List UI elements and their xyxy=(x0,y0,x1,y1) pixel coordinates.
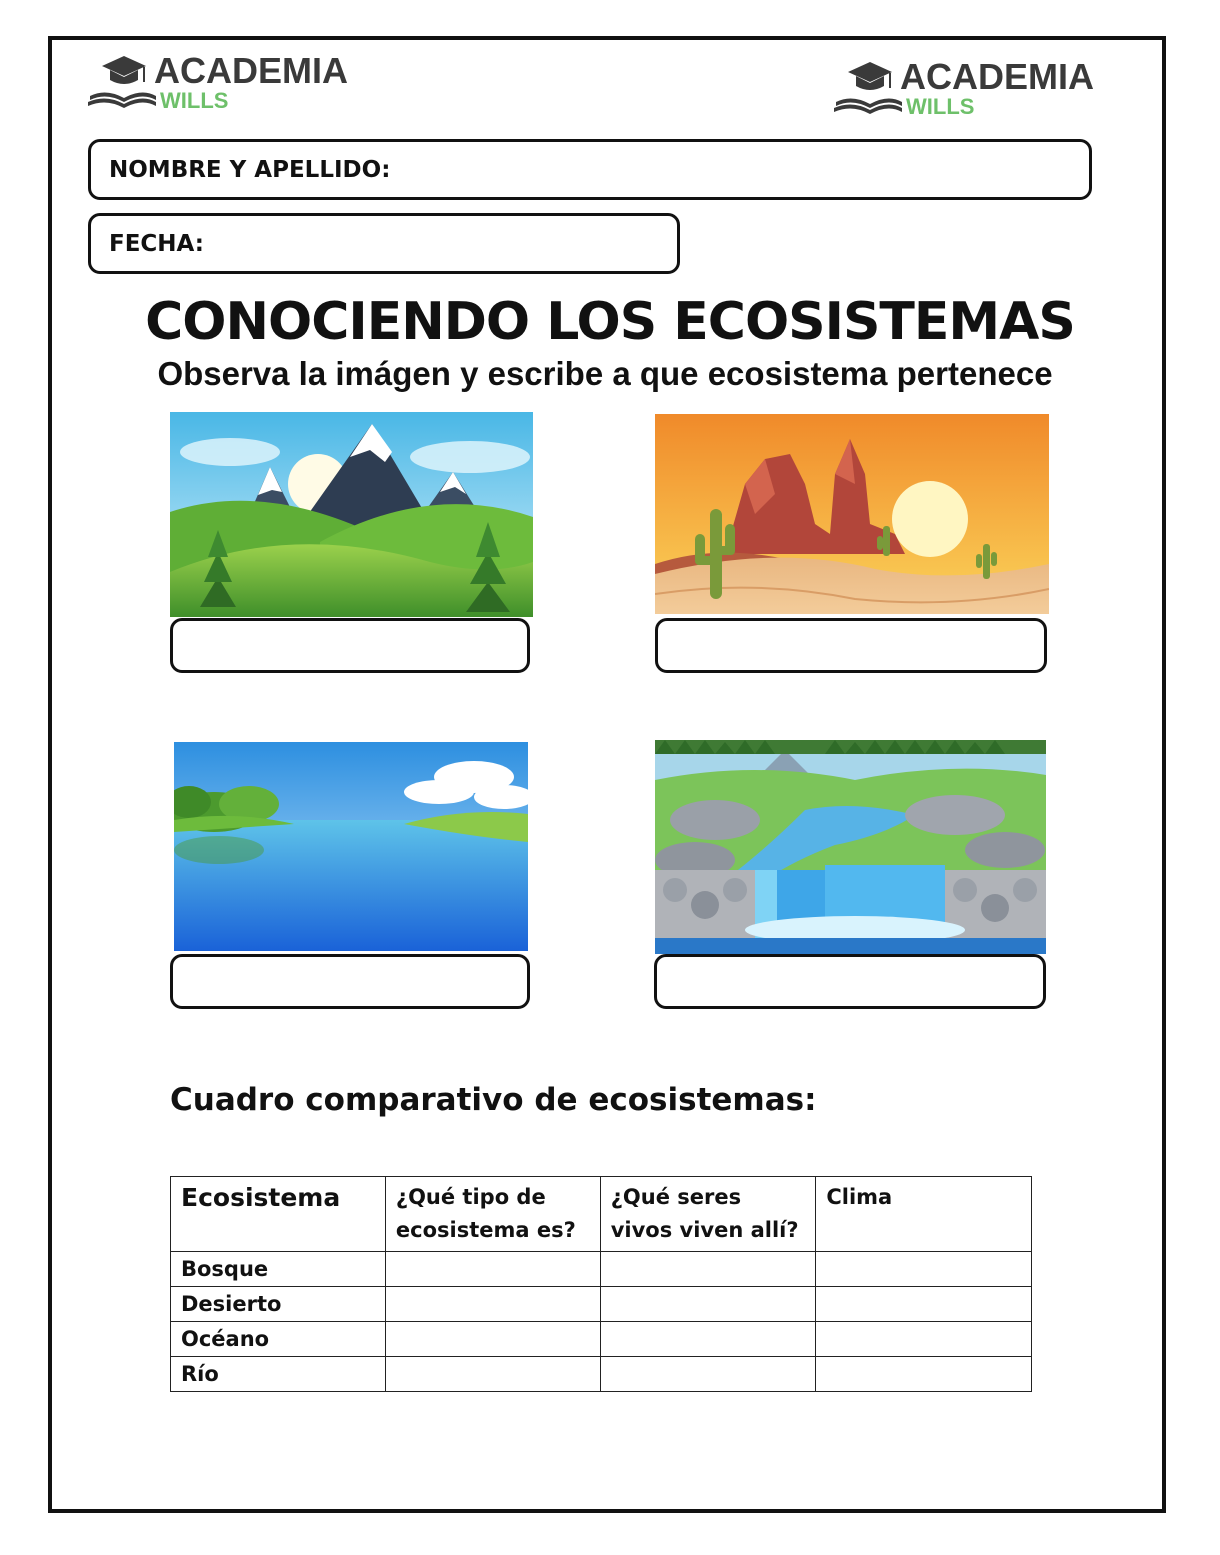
table-cell[interactable] xyxy=(385,1252,600,1287)
date-label: FECHA: xyxy=(109,230,204,257)
answer-box-4[interactable] xyxy=(654,954,1046,1009)
answer-box-2[interactable] xyxy=(655,618,1047,673)
table-cell[interactable] xyxy=(600,1357,816,1392)
table-row xyxy=(171,1322,1032,1357)
table-cell[interactable] xyxy=(816,1287,1032,1322)
answer-box-3[interactable] xyxy=(170,954,530,1009)
academia-wills-logo-right xyxy=(832,58,1092,128)
header-seres-vivos: ¿Qué seres vivos viven allí? xyxy=(600,1177,816,1252)
mountain-forest-image xyxy=(170,412,533,617)
table-row xyxy=(171,1252,1032,1287)
graduation-book-icon xyxy=(832,58,902,118)
table-cell[interactable] xyxy=(385,1357,600,1392)
table-cell[interactable] xyxy=(385,1322,600,1357)
table-cell[interactable] xyxy=(816,1357,1032,1392)
row-label: Río xyxy=(171,1357,386,1392)
academia-wills-logo-left xyxy=(86,52,346,122)
table-cell[interactable] xyxy=(816,1322,1032,1357)
page-title: CONOCIENDO LOS ECOSISTEMAS xyxy=(145,292,1075,352)
row-label: Océano xyxy=(171,1322,386,1357)
page-subtitle: Observa la imágen y escribe a que ecosistema pertenece xyxy=(157,355,1053,392)
table-cell[interactable] xyxy=(600,1252,816,1287)
lake-image xyxy=(174,742,528,951)
header-clima: Clima xyxy=(816,1177,1032,1252)
table-cell[interactable] xyxy=(385,1287,600,1322)
comparison-table xyxy=(170,1176,1032,1392)
row-label: Bosque xyxy=(171,1252,386,1287)
table-cell[interactable] xyxy=(600,1287,816,1322)
logo-title: ACADEMIA xyxy=(154,50,348,91)
logo-title: ACADEMIA xyxy=(900,56,1094,97)
graduation-book-icon xyxy=(86,52,156,112)
table-row xyxy=(171,1357,1032,1392)
river-image xyxy=(655,740,1046,954)
header-tipo: ¿Qué tipo de ecosistema es? xyxy=(385,1177,600,1252)
answer-box-1[interactable] xyxy=(170,618,530,673)
header-ecosistema: Ecosistema xyxy=(171,1177,386,1252)
date-field[interactable] xyxy=(88,213,680,274)
row-label: Desierto xyxy=(171,1287,386,1322)
logo-subtitle: WILLS xyxy=(160,88,229,113)
table-row xyxy=(171,1287,1032,1322)
name-field[interactable] xyxy=(88,139,1092,200)
table-cell[interactable] xyxy=(600,1322,816,1357)
comparison-title: Cuadro comparativo de ecosistemas: xyxy=(170,1082,817,1118)
logo-subtitle: WILLS xyxy=(906,94,975,119)
table-header-row xyxy=(171,1177,1032,1252)
desert-image xyxy=(655,414,1049,614)
name-label: NOMBRE Y APELLIDO: xyxy=(109,156,391,183)
table-cell[interactable] xyxy=(816,1252,1032,1287)
